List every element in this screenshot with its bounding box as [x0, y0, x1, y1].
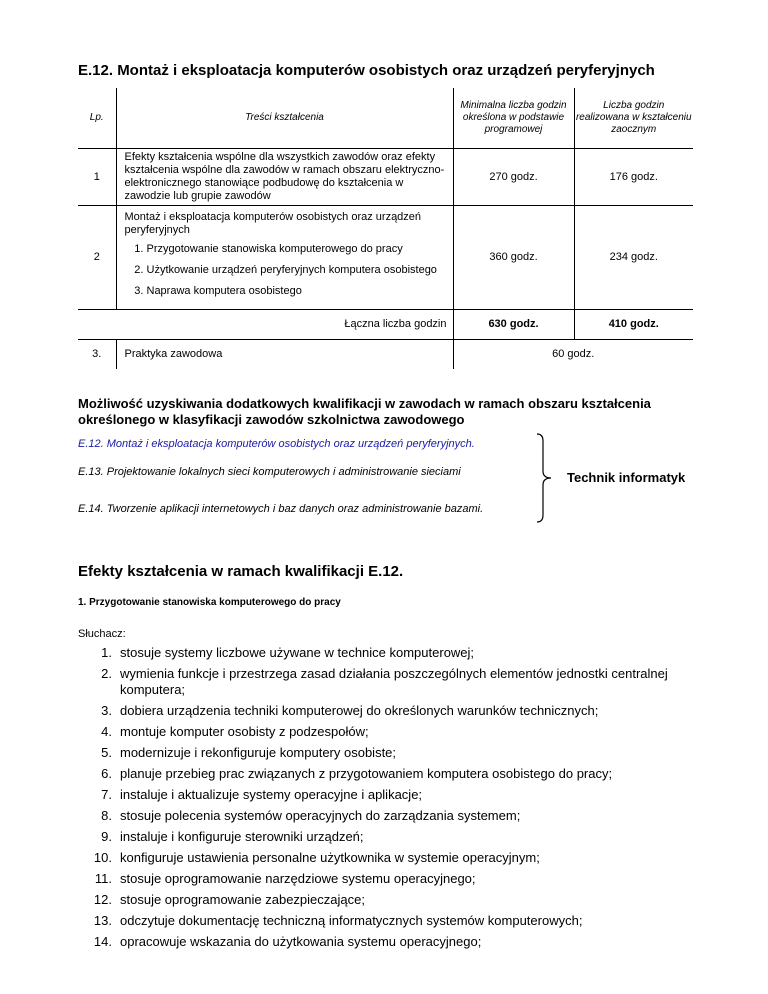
outcome-text: montuje komputer osobisty z podzespołów; [120, 724, 369, 739]
outcome-item [78, 934, 718, 950]
outcome-number: 7. [101, 787, 112, 802]
row2-extramural-hours: 234 godz. [574, 205, 693, 309]
hours-table [78, 88, 693, 369]
outcome-item [78, 724, 718, 740]
outcome-item [78, 892, 718, 908]
outcome-item [78, 871, 718, 887]
outcome-number: 6. [101, 766, 112, 781]
outcome-item [78, 703, 718, 719]
row2-content: Montaż i eksploatacja komputerów osobistych oraz urządzeń peryferyjnych [124, 210, 422, 236]
outcomes-heading: Efekty kształcenia w ramach kwalifikacji E.12. [78, 563, 404, 580]
outcome-item [78, 829, 718, 845]
curly-brace-icon [535, 433, 555, 523]
row3-lp: 3. [78, 339, 116, 369]
outcome-number: 12. [93, 892, 112, 907]
row2-item: 2. Użytkowanie urządzeń peryferyjnych komputera osobistego [147, 264, 445, 277]
outcome-text: instaluje i aktualizuje systemy operacyjne i aplikacje; [120, 787, 423, 802]
outcome-item [78, 808, 718, 824]
outcomes-list [78, 645, 718, 955]
outcome-text: planuje przebieg prac związanych z przygotowaniem komputera osobistego do pracy; [120, 766, 613, 781]
outcome-text: stosuje oprogramowanie zabezpieczające; [120, 892, 365, 907]
outcome-text: stosuje polecenia systemów operacyjnych do zarządzania systemem; [120, 808, 521, 823]
row3-hours: 60 godz. [552, 348, 595, 361]
outcome-item [78, 850, 718, 866]
outcome-number: 3. [101, 703, 112, 718]
outcome-text: stosuje systemy liczbowe używane w technice komputerowej; [120, 645, 475, 660]
row1-extramural-hours: 176 godz. [574, 148, 693, 205]
outcome-number: 14. [93, 934, 112, 949]
page-title: E.12. Montaż i eksploatacja komputerów osobistych oraz urządzeń peryferyjnych [78, 62, 655, 79]
total-extramural-hours: 410 godz. [574, 309, 693, 339]
outcome-number: 10. [93, 850, 112, 865]
row2-content-cell [116, 205, 453, 309]
outcome-text: opracowuje wskazania do użytkowania systemu operacyjnego; [120, 934, 482, 949]
outcome-text: dobiera urządzenia techniki komputerowej do określonych warunków technicznych; [120, 703, 599, 718]
outcome-text: stosuje oprogramowanie narzędziowe systemu operacyjnego; [120, 871, 476, 886]
qualification-e13: E.13. Projektowanie lokalnych sieci komputerowych i administrowanie sieciami [78, 466, 461, 478]
profession-label: Technik informatyk [567, 470, 686, 485]
outcome-item [78, 913, 718, 929]
row2-min-hours: 360 godz. [453, 205, 574, 309]
outcome-number: 13. [93, 913, 112, 928]
qualifications-heading: Możliwość uzyskiwania dodatkowych kwalifikacji w zawodach w ramach obszaru kształcenia określonego w klasyfikacji zawodów szkolnictwa zawodowego [78, 396, 651, 427]
outcome-number: 11. [94, 871, 112, 886]
row1-content: Efekty kształcenia wspólne dla wszystkich zawodów oraz efekty kształcenia wspólne dla zawodów w ramach obszaru elektryczno-elektronicznego stanowiące podbudowę do kształcenia w zawodzie lub grupie zawodów [116, 148, 453, 205]
row3-content: Praktyka zawodowa [116, 339, 453, 369]
header-lp: Lp. [78, 88, 116, 148]
outcome-number: 8. [101, 808, 112, 823]
row2-items [125, 243, 445, 298]
outcome-item [78, 666, 718, 698]
outcome-text: wymienia funkcje i przestrzega zasad działania poszczególnych elementów jednostki centralnej komputera; [120, 666, 668, 697]
outcomes-subheading: 1. Przygotowanie stanowiska komputerowego do pracy [78, 597, 341, 608]
qualification-e14: E.14. Tworzenie aplikacji internetowych i baz danych oraz administrowanie bazami. [78, 503, 484, 515]
row1-min-hours: 270 godz. [453, 148, 574, 205]
row2-item: 3. Naprawa komputera osobistego [147, 285, 445, 298]
outcome-text: odczytuje dokumentację techniczną informatycznych systemów komputerowych; [120, 913, 583, 928]
outcome-number: 4. [101, 724, 112, 739]
row2-item: 1. Przygotowanie stanowiska komputerowego do pracy [147, 243, 445, 256]
header-content: Treści kształcenia [116, 88, 453, 148]
header-extramural-hours: Liczba godzin realizowana w kształceniu zaocznym [574, 88, 693, 148]
outcome-item [78, 745, 718, 761]
outcome-item [78, 766, 718, 782]
outcome-text: konfiguruje ustawienia personalne użytkownika w systemie operacyjnym; [120, 850, 540, 865]
row2-lp: 2 [78, 205, 116, 309]
student-label: Słuchacz: [78, 628, 126, 640]
header-min-hours: Minimalna liczba godzin określona w podstawie programowej [453, 88, 574, 148]
outcome-item [78, 787, 718, 803]
outcome-text: instaluje i konfiguruje sterowniki urządzeń; [120, 829, 364, 844]
outcome-text: modernizuje i rekonfiguruje komputery osobiste; [120, 745, 397, 760]
row1-lp: 1 [78, 148, 116, 205]
outcome-number: 5. [101, 745, 112, 760]
total-min-hours: 630 godz. [453, 309, 574, 339]
total-label: Łączna liczba godzin [116, 309, 453, 339]
qualification-e12: E.12. Montaż i eksploatacja komputerów osobistych oraz urządzeń peryferyjnych. [78, 438, 475, 450]
outcome-number: 2. [101, 666, 112, 681]
outcome-item [78, 645, 718, 661]
outcome-number: 9. [101, 829, 112, 844]
outcome-number: 1. [101, 645, 112, 660]
